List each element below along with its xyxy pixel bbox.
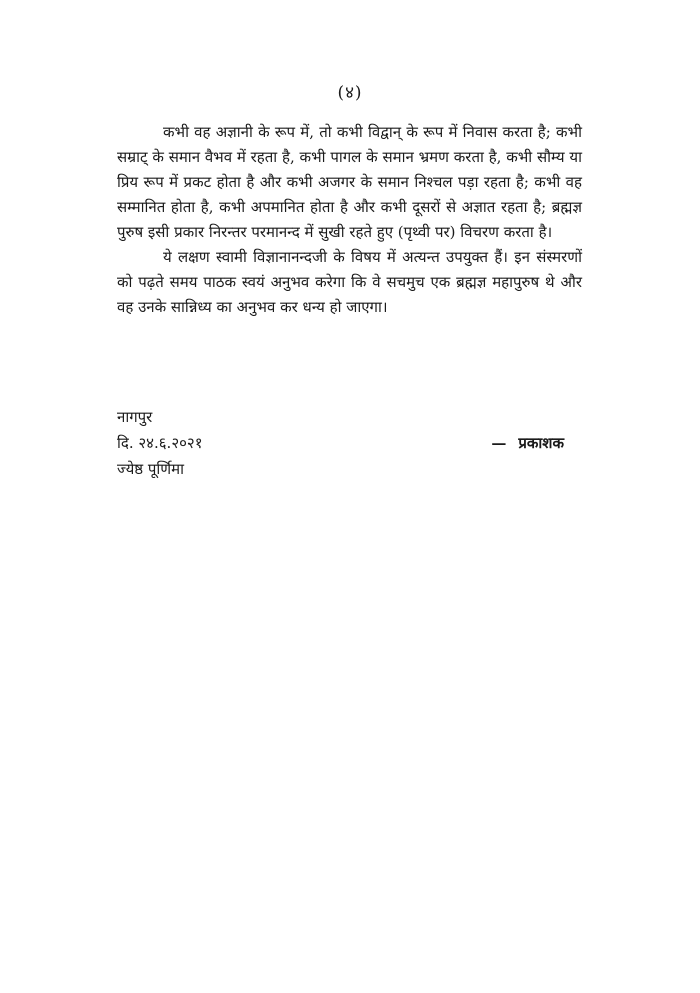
occasion: ज्येष्ठ पूर्णिमा	[117, 460, 184, 478]
signature-block	[117, 404, 582, 482]
dash: —	[491, 434, 507, 452]
date: दि. २४.६.२०२१	[117, 434, 203, 452]
publisher-signature	[491, 430, 564, 456]
body-text	[117, 120, 582, 320]
publisher: प्रकाशक	[518, 434, 564, 452]
place-line	[117, 404, 582, 430]
place: नागपुर	[117, 408, 153, 426]
date-line	[117, 430, 582, 456]
page-number: (४)	[337, 83, 363, 103]
paragraph-1: कभी वह अज्ञानी के रूप में, तो कभी विद्वान् के रूप में निवास करता है; कभी सम्राट् के समान वैभव में रहता है, कभी पागल के समान भ्रमण करता है, कभी सौम्य या प्रिय रूप में प्रकट होता है और कभी अजगर के समान निश्चल पड़ा रहता है; कभी वह सम्मानित होता है, कभी अपमानित होता है और कभी दूसरों से अज्ञात रहता है; ब्रह्मज्ञ पुरुष इसी प्रकार निरन्तर परमानन्द में सुखी रहते हुए (पृथ्वी पर) विचरण करता है।	[117, 123, 582, 241]
paragraph-2: ये लक्षण स्वामी विज्ञानानन्दजी के विषय में अत्यन्त उपयुक्त हैं। इन संस्मरणों को पढ़ते समय पाठक स्वयं अनुभव करेगा कि वे सचमुच एक ब्रह्मज्ञ महापुरुष थे और वह उनके सान्निध्य का अनुभव कर धन्य हो जाएगा।	[117, 248, 582, 316]
occasion-line	[117, 456, 582, 482]
